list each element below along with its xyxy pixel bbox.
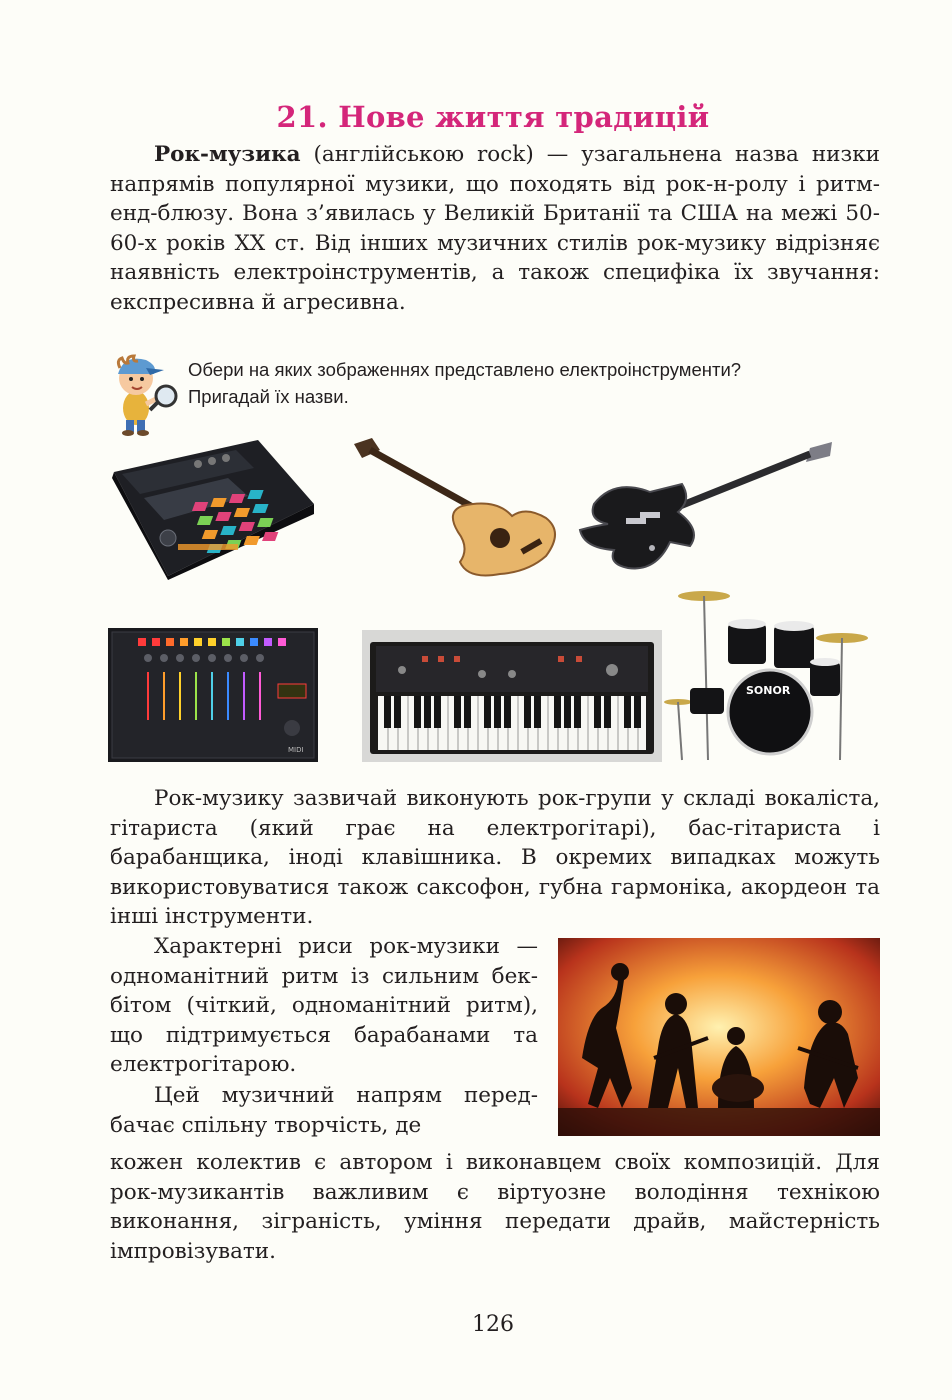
synthesizer-keyboard-image — [362, 630, 662, 762]
term-rock-music: Рок-музика — [154, 142, 301, 167]
page-title: 21. Нове життя традицій — [276, 100, 710, 134]
acoustic-guitar-image — [350, 436, 572, 578]
creativity-paragraph-start: Цей музичний напрям передбачає спільну творчість, де — [110, 1083, 538, 1138]
intro-paragraph — [110, 140, 880, 318]
intro-text: (англійською rock) — узагальнена назва низки напрямів популярної музики, що походять від рок-н-ролу і ритм-енд-блюзу. Вона з’явилась у Великій Британії та США на межі 50-60-х років XX ст. Від інших музичних стилів рок-музику відрізняє наявність електроінструментів, а також специфіка їх звучання: експресивна й агресивна. — [110, 142, 880, 315]
electric-guitar-image — [574, 440, 836, 582]
task-line-1: Обери на яких зображеннях представлено електроінструменти? — [188, 359, 742, 380]
boy-with-magnifier-icon — [106, 350, 186, 436]
drum-kit-image — [664, 584, 872, 762]
synth-brand-label: MIDI — [288, 746, 304, 754]
page-number: 126 — [472, 1312, 514, 1337]
task-prompt — [188, 356, 888, 410]
drum-machine-mixer-image — [108, 628, 318, 762]
rock-band-concert-image — [558, 938, 880, 1136]
features-paragraph: Характерні риси рок-музики — одноманітний ритм із сильним бек-бітом (чіткий, одноманітний ритм), що підтримується барабанами та електрогітарою. — [110, 934, 538, 1078]
task-line-2: Пригадай їх назви. — [188, 386, 349, 407]
drum-brand-label: SONOR — [746, 684, 791, 697]
bands-paragraph: Рок-музику зазвичай виконують рок-групи у складі вокаліста, гітариста (який грає на електрогітарі), бас-гітариста і барабанщика, іноді клавішника. В окремих випадках можуть використовуватися також саксофон, губна гармоніка, акордеон та інші інструменти. — [110, 786, 880, 930]
creativity-paragraph-end: кожен колектив є автором і виконавцем своїх композицій. Для рок-музикантів важливим є віртуозне володіння технікою виконання, зіграність, уміння передати драйв, майстерність імпровізувати. — [110, 1150, 880, 1264]
pad-controller-image — [108, 434, 318, 580]
